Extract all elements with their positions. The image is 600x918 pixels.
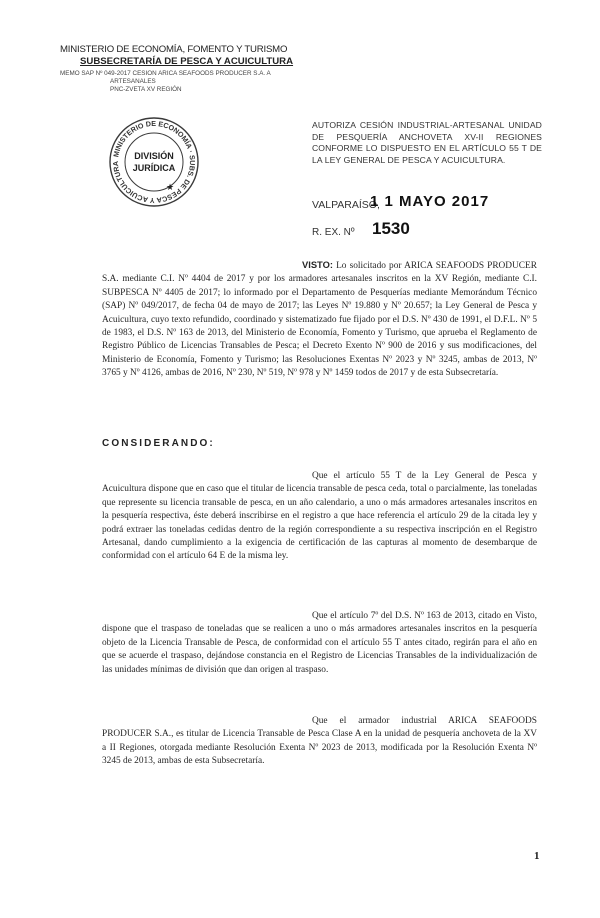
visto-label: VISTO:: [302, 260, 333, 270]
considerando-paragraph-2: Que el artículo 7º del D.S. Nº 163 de 2013, citado en Visto, dispone que el traspaso de toneladas que se realicen a uno o más armadores artesanales inscritos en la pesquería objeto de la Licencia Transable de Pesca, de conformidad con el artículo 55 T antes citado, regirán para el año en que se acuerde el traspaso, dejándose constancia en el Registro de Licencias Transables de la individualización de las unidades mínimas de división que dan origen al traspaso.: [102, 611, 537, 675]
visto-text: Lo solicitado por ARICA SEAFOODS PRODUCER S.A. mediante C.I. Nº 4404 de 2017 y por los armadores artesanales inscritos en la XV Región, mediante C.I. SUBPESCA Nº 4405 de 2017; lo informado por el Departamento de Pesquerías mediante Memorándum Técnico (SAP) Nº 049/2017, de fecha 04 de mayo de 2017; las Leyes Nº 19.880 y Nº 20.657; la Ley General de Pesca y Acuicultura, cuyo texto refundido, coordinado y sistematizado fue fijado por el D.S. Nº 430 de 1991, el D.F.L. Nº 5 de 1983, el D.S. Nº 163 de 2013, del Ministerio de Economía, Fomento y Turismo, que aprueba el Reglamento de Registro Público de Licencias Transables de Pesca; el Decreto Exento Nº 900 de 2016 y sus modificaciones, del Ministerio de Economía, Fomento y Turismo; las Resoluciones Exentas Nº 2023 y Nº 3245, ambas de 2013, Nº 3765 y Nº 4126, ambas de 2016, Nº 230, Nº 519, Nº 978 y Nº 1459 todos de 2017 y de esta Subsecretaría.: [102, 261, 537, 379]
resolution-subject: AUTORIZA CESIÓN INDUSTRIAL-ARTESANAL UNIDAD DE PESQUERÍA ANCHOVETA XV-II REGIONES CONFORME LO DISPUESTO EN EL ARTÍCULO 55 T DE LA LEY GENERAL DE PESCA Y ACUICULTURA.: [312, 120, 542, 165]
considerando-paragraph-1: Que el artículo 55 T de la Ley General de Pesca y Acuicultura dispone que en caso que el titular de licencia transable de pesca ceda, total o parcialmente, las toneladas que represente su licencia transable de pesca, en un año calendario, a uno o más armadores artesanales inscritos en la pesquería respectiva, éste deberá inscribirse en el registro a que hace referencia el artículo 29 de la citada ley y podrá extraer las toneladas cedidas dentro de la región correspondiente a su respectiva inscripción en el Registro Artesanal, dando cumplimiento a la exigencia de certificación de las capturas al momento de desembarque de conformidad con el artículo 64 E de la misma ley.: [102, 471, 537, 562]
memo-reference-line-1: MEMO SAP Nº 049-2017 CESION ARICA SEAFOODS PRODUCER S.A. A: [60, 70, 271, 77]
stamp-star-icon: ★: [165, 183, 175, 193]
date-city: VALPARAÍSO,: [312, 199, 380, 211]
date-stamp: 1 1 MAYO 2017: [370, 193, 490, 210]
subsecretaria-name: SUBSECRETARÍA DE PESCA Y ACUICULTURA: [80, 56, 294, 67]
considerando-paragraph-3: Que el armador industrial ARICA SEAFOODS PRODUCER S.A., es titular de Licencia Transable de Pesca Clase A en la unidad de pesquería anchoveta de la XV a II Regiones, otorgada mediante Resolución Exenta Nº 2023 de 2013, modificada por la Resolución Exenta Nº 3245 de 2013, ambas de esta Subsecretaría.: [102, 716, 537, 767]
resolution-label: R. EX. Nº: [312, 227, 355, 238]
visto-paragraph: [102, 259, 537, 381]
division-juridica-stamp: [108, 116, 200, 208]
stamp-line-1: DIVISIÓN: [134, 151, 174, 161]
page-number: 1: [534, 850, 540, 862]
considerando-heading: CONSIDERANDO:: [102, 438, 215, 449]
letterhead: [60, 44, 310, 94]
memo-reference-line-3: PNC-ZVETA XV REGIÓN: [110, 86, 182, 93]
ministry-name: MINISTERIO DE ECONOMÍA, FOMENTO Y TURISMO: [60, 44, 288, 55]
memo-reference-line-2: ARTESANALES: [110, 78, 156, 85]
resolution-number: 1530: [372, 219, 410, 238]
stamp-ring-text: MINISTERIO DE ECONOMÍA · SUBS. DE PESCA Y ACUICULTURA: [110, 118, 198, 206]
stamp-line-2: JURÍDICA: [132, 163, 176, 173]
